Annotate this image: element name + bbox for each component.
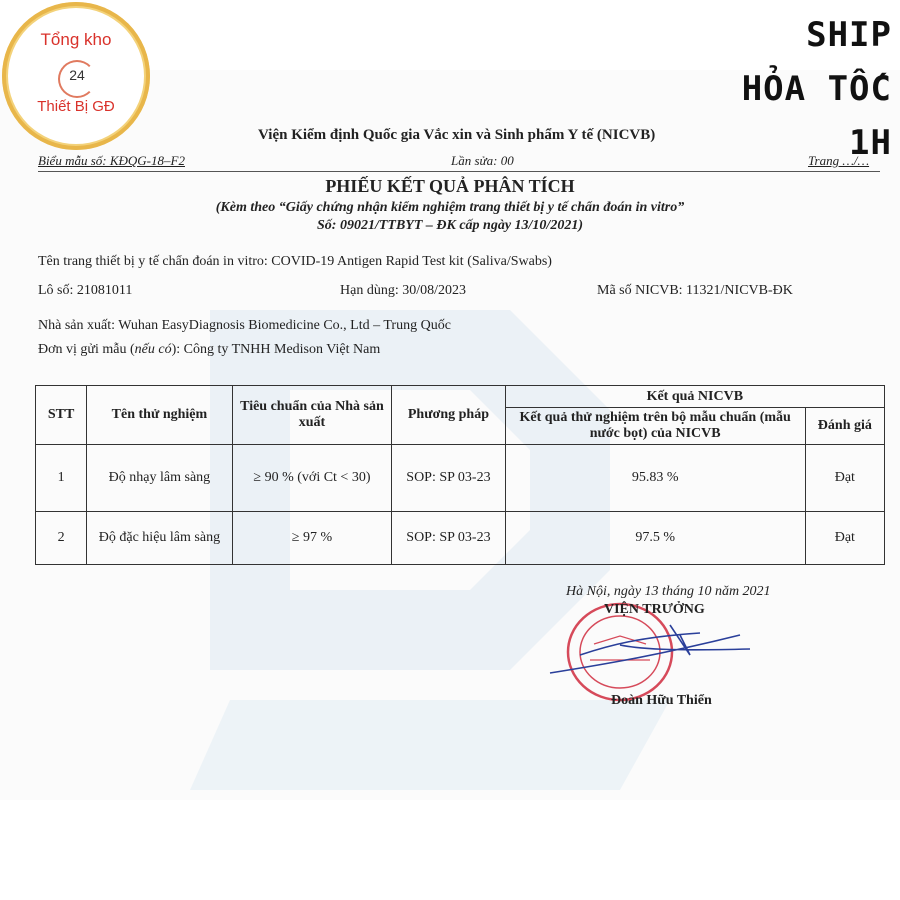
logo-top-text: Tổng kho [40, 30, 112, 49]
results-table [35, 385, 885, 565]
signatory-name: Đoàn Hữu Thiển [611, 693, 712, 708]
row-evaluation: Đạt [805, 445, 884, 512]
row-evaluation: Đạt [805, 512, 884, 565]
row-result: 97.5 % [505, 512, 805, 565]
page-number: Trang …/… [808, 153, 870, 168]
promo-line-2: HỎA TỐC [741, 69, 892, 109]
signature-place-date: Hà Nội, ngày 13 tháng 10 năm 2021 [566, 584, 771, 599]
document-subtitle-2: Số: 09021/TTBYT – ĐK cấp ngày 13/10/2021) [317, 218, 583, 233]
row-standard: ≥ 90 % (với Ct < 30) [232, 445, 392, 512]
header-stt: STT [36, 386, 87, 445]
promo-line-3: 1H [849, 123, 892, 163]
organization-name: Viện Kiểm định Quốc gia Vắc xin và Sinh phẩm Y tế (NICVB) [258, 127, 656, 143]
manufacturer: Nhà sản xuất: Wuhan EasyDiagnosis Biomedicine Co., Ltd – Trung Quốc [38, 318, 451, 333]
lot-number: Lô số: 21081011 [38, 283, 133, 298]
sender-value: ): Công ty TNHH Medison Việt Nam [171, 342, 381, 357]
header-divider [38, 171, 880, 172]
document-subtitle-1: (Kèm theo “Giấy chứng nhận kiểm nghiệm trang thiết bị y tế chẩn đoán in vitro” [215, 200, 685, 215]
row-stt: 1 [36, 445, 87, 512]
header-nicvb-result: Kết quả NICVB [505, 386, 884, 408]
sample-sender [38, 342, 380, 358]
header-panel-result: Kết quả thử nghiệm trên bộ mẫu chuẩn (mẫu nước bọt) của NICVB [505, 408, 805, 445]
logo-bottom-text: Thiết Bị GĐ [37, 98, 115, 115]
row-result: 95.83 % [505, 445, 805, 512]
header-method: Phương pháp [392, 386, 505, 445]
header-test-name: Tên thử nghiệm [87, 386, 233, 445]
sender-label: Đơn vị gửi mẫu ( [38, 342, 135, 357]
promo-line-1: SHIP [806, 15, 892, 55]
form-number: Biểu mẫu số: KĐQG-18–F2 [38, 153, 185, 168]
row-method: SOP: SP 03-23 [392, 445, 505, 512]
shipping-promo [692, 8, 892, 170]
table-header-row-1 [36, 386, 885, 408]
logo-number: 24 [69, 67, 85, 83]
nicvb-code: Mã số NICVB: 11321/NICVB-ĐK [597, 283, 793, 298]
header-standard: Tiêu chuẩn của Nhà sản xuất [232, 386, 392, 445]
revision-number: Lần sửa: 00 [451, 153, 514, 168]
header-evaluation: Đánh giá [805, 408, 884, 445]
row-standard: ≥ 97 % [232, 512, 392, 565]
signature-position: VIỆN TRƯỞNG [604, 602, 705, 617]
table-row [36, 512, 885, 565]
row-test-name: Độ nhạy lâm sàng [87, 445, 233, 512]
device-name: Tên trang thiết bị y tế chẩn đoán in vitro: COVID-19 Antigen Rapid Test kit (Saliva/Swabs) [38, 254, 552, 269]
row-method: SOP: SP 03-23 [392, 512, 505, 565]
row-test-name: Độ đặc hiệu lâm sàng [87, 512, 233, 565]
table-row [36, 445, 885, 512]
document-title: PHIẾU KẾT QUẢ PHÂN TÍCH [325, 176, 575, 196]
sender-note: nếu có [134, 342, 172, 357]
row-stt: 2 [36, 512, 87, 565]
handwritten-signature [540, 615, 770, 685]
expiry-date: Hạn dùng: 30/08/2023 [340, 283, 466, 298]
store-logo [2, 2, 150, 150]
